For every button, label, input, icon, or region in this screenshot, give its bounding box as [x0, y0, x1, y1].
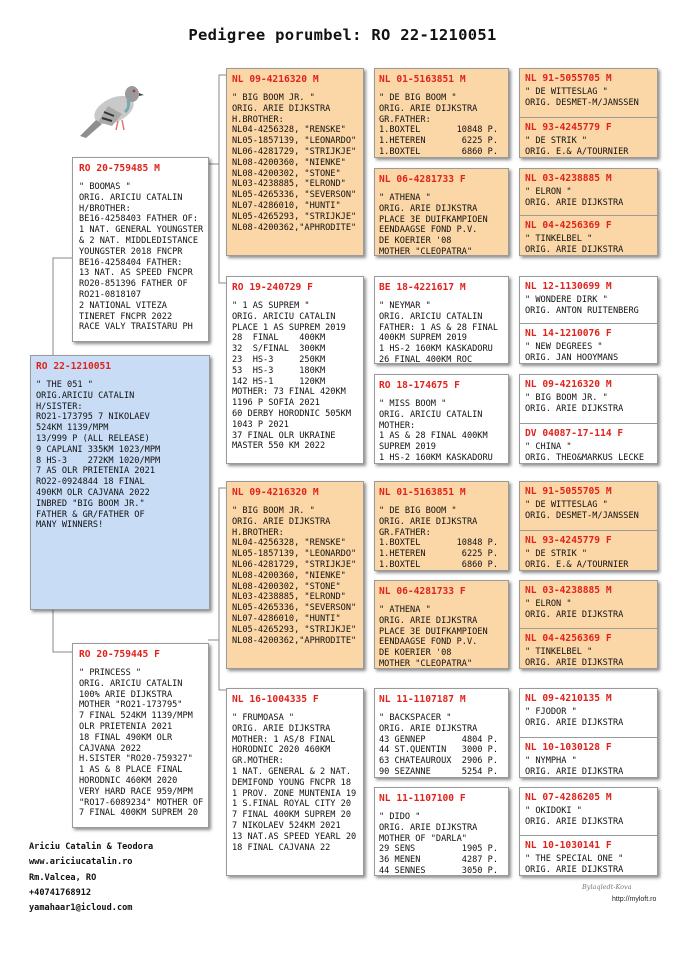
card-dss: [374, 481, 509, 571]
card-gen5-pair-6: [519, 580, 658, 669]
card-ssd: [374, 168, 509, 256]
card-details: " 1 AS SUPREM " ORIG. ARICIU CATALIN PLACE 1 AS SUPREM 2019 28 FINAL 400KM 32 S/FINAL 300KM 23 HS-3 250KM 53 HS-3 180KM 142 HS-1 120KM MOTHER: 73 FINAL 420KM 1196 P SOFIA 2021 60 DERBY HORODNIC 505KM 1043 P 2021 37 FINAL OLR UKRAINE MASTER 550 KM 2022: [232, 301, 351, 452]
card-details: " DIDO " ORIG. ARIE DIJKSTRA MOTHER OF "DARLA" 29 SENS 1905 P. 36 MENEN 4287 P. 44 SENNES 3050 P.: [379, 812, 498, 876]
card-gen5-pair-2: [519, 168, 658, 256]
card-details: " THE 051 " ORIG.ARICIU CATALIN H/SISTER: RO21-173795 7 NIKOLAEV 524KM 1139/MPM 13/999 P (ALL RELEASE) 9 CAPLANI 335KM 1023/MPM 8 HS-3 272KM 1020/MPM 7 AS OLR PRIETENIA 2021 RO22-0924844 18 FINAL 490KM OLR CAJVANA 2022 INBRED "BIG BOOM JR." FATHER & GR/FATHER OF MANY WINNERS!: [36, 380, 161, 531]
card-dam-sire: [226, 481, 364, 669]
card-details: " DE BIG BOOM " ORIG. ARIE DIJKSTRA GR.FATHER: 1.BOXTEL 10848 P. 1.HETEREN 6225 P. 1.BOXTEL 6860 P.: [379, 93, 498, 157]
card-gen5-pair-8: [519, 787, 658, 876]
card-details: " ELRON " ORIG. ARIE DIJKSTRA: [525, 599, 624, 620]
card-sdd: [374, 374, 509, 464]
page-title: Pedigree porumbel: RO 22-1210051: [188, 26, 497, 44]
card-details: " DE WITTESLAG " ORIG. DESMET-M/JANSSEN: [525, 500, 639, 521]
card-details: " OKIDOKI " ORIG. ARIE DIJKSTRA: [525, 806, 624, 827]
ring-number: NL 01-5163851 M: [379, 74, 466, 85]
card-dam: [72, 643, 209, 828]
ring-number: NL 04-4256369 F: [525, 220, 612, 231]
card-gen5-pair-7: [519, 688, 658, 778]
card-details: " MISS BOOM " ORIG. ARICIU CATALIN MOTHER: 1 AS & 28 FINAL 400KM SUPREM 2019 1 HS-2 160KM KASKADORU: [379, 399, 493, 463]
ring-number: NL 10-1030128 F: [525, 742, 612, 753]
ring-number: RO 20-759485 M: [79, 163, 160, 174]
card-sire-dam: [226, 276, 364, 464]
ring-number: NL 09-4216320 M: [232, 487, 319, 498]
card-sire: [72, 157, 209, 342]
city: Rm.Valcea, RO: [29, 872, 97, 883]
connector-dam-dd: [219, 640, 226, 690]
card-details: " TINKELBEL " ORIG. ARIE DIJKSTRA: [525, 647, 624, 668]
card-details: " TINKELBEL " ORIG. ARIE DIJKSTRA: [525, 234, 624, 255]
ring-number: NL 91-5055705 M: [525, 73, 612, 84]
ring-number: BE 18-4221617 M: [379, 282, 466, 293]
ring-number: NL 09-4216320 M: [232, 74, 319, 85]
card-details: " FJODOR " ORIG. ARIE DIJKSTRA: [525, 707, 624, 728]
card-details: " DE STRIK " ORIG. E.& A/TOURNIER: [525, 136, 629, 157]
card-details: " NEW DEGREES " ORIG. JAN HOOYMANS: [525, 342, 619, 363]
connector-sire-ss: [205, 75, 226, 164]
ring-number: NL 04-4256369 F: [525, 633, 612, 644]
card-details: " DE WITTESLAG " ORIG. DESMET-M/JANSSEN: [525, 87, 639, 108]
connector-dam-ds: [208, 488, 226, 640]
card-details: " ELRON " ORIG. ARIE DIJKSTRA: [525, 187, 624, 208]
ring-number: NL 14-1210076 F: [525, 328, 612, 339]
ring-number: NL 11-1107187 M: [379, 694, 466, 705]
ring-number: NL 93-4245779 F: [525, 535, 612, 546]
card-sds: [374, 276, 509, 364]
owner-name: Ariciu Catalin & Teodora: [29, 842, 154, 852]
card-details: " BIG BOOM JR. " ORIG. ARIE DIJKSTRA H.BROTHER: NL04-4256328, "RENSKE" NL05-1857139, "LEONARDO" NL06-4281729, "STRIJKJE" NL08-4200360, "NIENKE" NL08-4200302, "STONE" NL03-4238885, "ELROND" NL05-4265336, "SEVERSON" NL07-4286010, "HUNTI" NL05-4265293, "STRIJKJE" NL08-4200362,"APHRODITE": [232, 93, 357, 233]
card-details: " PRINCESS " ORIG. ARICIU CATALIN 100% ARIE DIJKSTRA MOTHER "RO21-173795" 7 FINAL 524KM 1139/MPM OLR PRIETENIA 2021 18 FINAL 490KM OLR CAJVANA 2022 H.SISTER "RO20-759327" 1 AS & 8 PLACE FINAL HORODNIC 460KM 2020 VERY HARD RACE 959/MPM "RO17-6089234" MOTHER OF 7 FINAL 400KM SUPREM 20: [79, 668, 204, 819]
card-details: " ATHENA " ORIG. ARIE DIJKSTRA PLACE 3E DUIFKAMPIOEN EENDAAGSE FOND P.V. DE KOERIER '08 MOTHER "CLEOPATRA": [379, 193, 488, 256]
ring-number: NL 06-4281733 F: [379, 586, 466, 597]
card-details: " THE SPECIAL ONE " ORIG. ARIE DIJKSTRA: [525, 854, 624, 875]
card-details: " NEYMAR " ORIG. ARICIU CATALIN FATHER: 1 AS & 28 FINAL 400KM SUPREM 2019 1 HS-2 160KM KASKADORU 26 FINAL 400KM ROC: [379, 301, 498, 364]
card-details: " WONDERE DIRK " ORIG. ANTON RUITENBERG: [525, 295, 639, 316]
ring-number: NL 12-1130699 M: [525, 281, 612, 292]
card-dam-dam: [226, 688, 364, 876]
connector-sire-sd: [219, 164, 226, 283]
card-details: " BIG BOOM JR. " ORIG. ARIE DIJKSTRA: [525, 393, 624, 414]
card-details: " BACKSPACER " ORIG. ARIE DIJKSTRA 43 GENNEP 4804 P. 44 ST.QUENTIN 3000 P. 63 CHATEAUROUX 2906 P. 90 SEZANNE 5254 P.: [379, 713, 498, 777]
ring-number: RO 22-1210051: [36, 361, 112, 372]
ring-number: NL 03-4238885 M: [525, 585, 612, 596]
card-details: " ATHENA " ORIG. ARIE DIJKSTRA PLACE 3E DUIFKAMPIOEN EENDAAGSE FOND P.V. DE KOERIER '08 MOTHER "CLEOPATRA": [379, 605, 488, 669]
card-sire-sire: [226, 68, 364, 256]
ring-number: NL 09-4216320 M: [525, 379, 612, 390]
ring-number: RO 19-240729 F: [232, 282, 313, 293]
card-details: " NYMPHA " ORIG. ARIE DIJKSTRA: [525, 756, 624, 777]
card-gen5-pair-3: [519, 276, 658, 364]
ring-number: NL 10-1030141 F: [525, 840, 612, 851]
card-gen5-pair-4: [519, 374, 658, 464]
card-ddd: [374, 787, 509, 876]
card-sss: [374, 68, 509, 158]
ring-number: NL 16-1004335 F: [232, 694, 319, 705]
ring-number: DV 04087-17-114 F: [525, 428, 624, 439]
card-details: " FRUMOASA " ORIG. ARIE DIJKSTRA MOTHER: 1 AS/8 FINAL HORODNIC 2020 460KM GR.MOTHER: 1 NAT. GENERAL & 2 NAT. DEMIFOND YOUNG FNCPR 18 1 PROV. ZONE MUNTENIA 19 1 S.FINAL ROYAL CITY 20 7 FINAL 400KM SUPREM 20 7 NIKOLAEV 524KM 2021 13 NAT.AS SPEED YEARL 20 18 FINAL CAJVANA 22: [232, 713, 357, 853]
card-details: " DE STRIK " ORIG. E.& A/TOURNIER: [525, 549, 629, 570]
card-details: " BIG BOOM JR. " ORIG. ARIE DIJKSTRA H.BROTHER: NL04-4256328, "RENSKE" NL05-1857139, "LEONARDO" NL06-4281729, "STRIJKJE" NL08-4200360, "NIENKE" NL08-4200302, "STONE" NL03-4238885, "ELROND" NL05-4265336, "SEVERSON" NL07-4286010, "HUNTI" NL05-4265293, "STRIJKJE" NL08-4200362,"APHRODITE": [232, 506, 357, 646]
card-dsd: [374, 580, 509, 669]
site-link[interactable]: http://myloft.ro: [612, 896, 657, 903]
card-details: " CHINA " ORIG. THEO&MARKUS LECKE: [525, 442, 644, 463]
ring-number: RO 20-759445 F: [79, 649, 160, 660]
card-details: " DE BIG BOOM " ORIG. ARIE DIJKSTRA GR.FATHER: 1.BOXTEL 10848 P. 1.HETEREN 6225 P. 1.BOXTEL 6860 P.: [379, 506, 498, 570]
card-dds: [374, 688, 509, 778]
contact-block: [29, 840, 153, 916]
ring-number: NL 93-4245779 F: [525, 122, 612, 133]
website-link[interactable]: www.ariciucatalin.ro: [29, 857, 133, 868]
ring-number: NL 91-5055705 M: [525, 486, 612, 497]
ring-number: NL 01-5163851 M: [379, 487, 466, 498]
card-subject: [30, 355, 210, 610]
ring-number: NL 03-4238885 M: [525, 173, 612, 184]
ring-number: NL 07-4286205 M: [525, 792, 612, 803]
card-gen5-pair-5: [519, 481, 658, 571]
email-link[interactable]: yamahaar1@icloud.com: [29, 903, 133, 914]
pigeon-icon: [78, 80, 154, 142]
phone: +40741768912: [29, 887, 92, 898]
ring-number: NL 06-4281733 F: [379, 174, 466, 185]
connector-subject-sire: [30, 258, 72, 362]
signature: Bylaqledt-Kova: [582, 883, 632, 891]
ring-number: RO 18-174675 F: [379, 380, 460, 391]
card-gen5-pair-1: [519, 68, 658, 158]
ring-number: NL 09-4210135 M: [525, 693, 612, 704]
ring-number: NL 11-1107100 F: [379, 793, 466, 804]
card-details: " BOOMAS " ORIG. ARICIU CATALIN H/BROTHER: BE16-4258403 FATHER OF: 1 NAT. GENERAL YOUNGSTER & 2 NAT. MIDDLEDISTANCE YOUNGSTER 2018 FNCPR BE16-4258404 FATHER: 13 NAT. AS SPEED FNCPR RO20-851396 FATHER OF RO21-0818107 2 NATIONAL VITEZA TINERET FNCPR 2022 RACE VALY TRAISTARU PH: [79, 182, 204, 333]
